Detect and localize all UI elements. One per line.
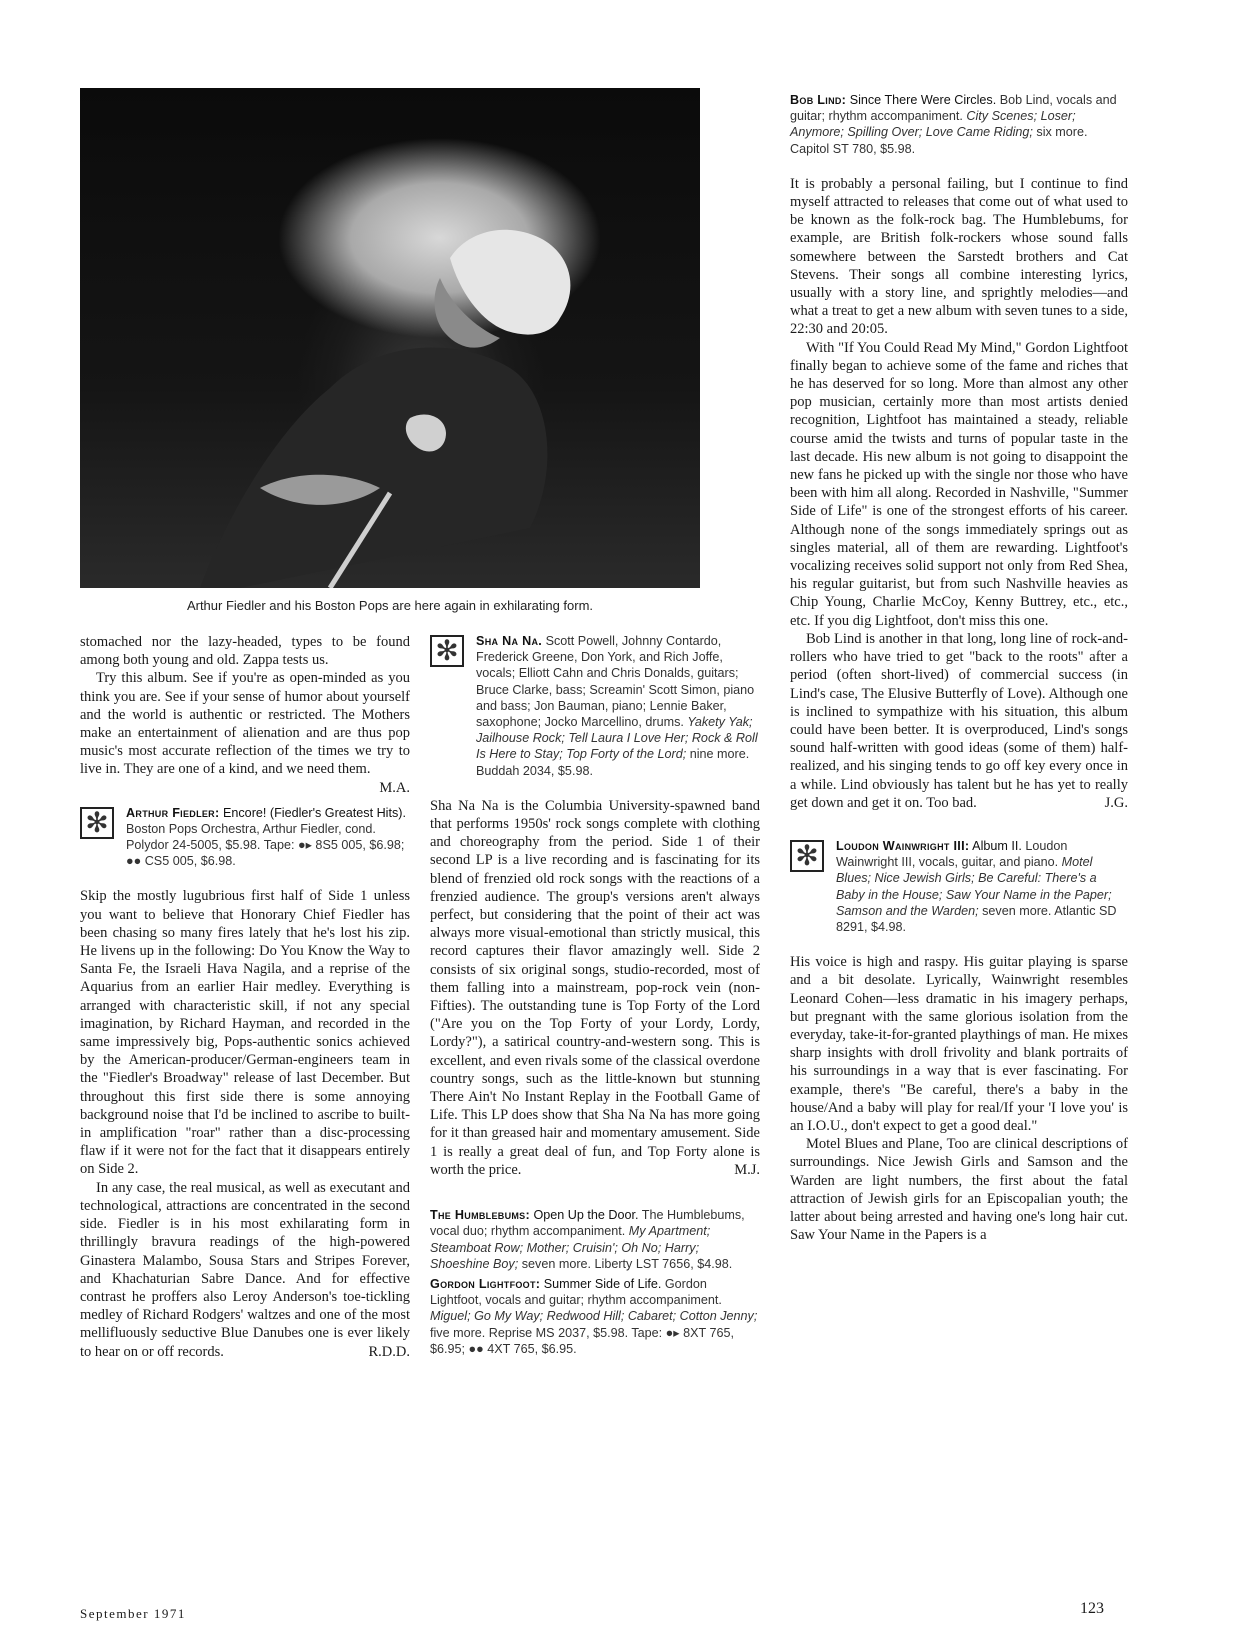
paragraph: Motel Blues and Plane, Too are clinical descriptions of surroundings. Nice Jewish Girls and Samson and the Warden are light numbers, the first about the fatal attraction of Jewish girls for an Episcopalian youth; the latter about being arrested and having one's long hair cut. Saw Your Name in the Papers is a [790, 1136, 1128, 1244]
album-details: Gordon Lightfoot, vocals and guitar; rhythm accompaniment. [430, 1276, 722, 1308]
album-title: Since There Were Circles. [849, 93, 997, 107]
artist-name: Bob Lind: [790, 93, 847, 107]
album-catalog: five more. Reprise MS 2037, $5.98. Tape: ●▸ 8XT 765, $6.95; ●● 4XT 765, $6.95. [430, 1325, 734, 1356]
paragraph: It is probably a personal failing, but I continue to find myself attracted to releases that come out of what used to be known as the folk-rock bag. The Humblebums, for example, are British folk-rockers whose sound falls somewhere between the Sarstedt brothers and Cat Stevens. Their songs all combine interesting lyrics, usually with a story line, and sprightly melodies—and what a treat to get a new album with seven tunes to a side, 22:30 and 20:05. [790, 175, 1128, 338]
conductor-photo [80, 88, 700, 588]
page-number: 123 [1080, 1600, 1104, 1617]
artist-name: Gordon Lightfoot: [430, 1276, 541, 1291]
column-2 [430, 633, 760, 1357]
paragraph [80, 669, 410, 796]
column-3 [790, 92, 1128, 1244]
album-catalog: nine more. Buddah 2034, $5.98. [476, 747, 750, 778]
conductor-illustration [80, 88, 700, 588]
album-catalog: seven more. Liberty LST 7656, $4.98. [521, 1256, 733, 1271]
issue-date: September 1971 [80, 1606, 186, 1621]
paragraph: Skip the mostly lugubrious first half of Side 1 unless you want to believe that Honorary Chief Fiedler has been chasing so many fires lately that he's lost his zip. He livens up in the following: Do You Know the Way to Santa Fe, the Israeli Hava Nagila, and a reprise of the Aquarius from an earlier Hair medley. Everything is arranged with characteristic skill, if not any special imagination, by Richard Hayman, and recorded in the same impressively big, Pops-authentic sonics achieved by the American-producer/German-engineers team in the "Fiedler's Broadway" release of last December. But throughout this first side there is some annoying background noise that I'd be inclined to ascribe to built-in amplification "roar" rather than a disc-processing flaw if it were not for the fact that it disappears entirely on Side 2. [80, 888, 410, 1178]
paragraph-text: Try this album. See if you're as open-minded as you think you are. See if your sense of humor about yourself and the world is authentic or restricted. The Mothers make an entertainment of alienation and are thus pop music's most accurate reflection of the times we try to live in. They are one of a kind, and we need them. [80, 670, 410, 778]
album-listing-humblebums [430, 1207, 760, 1272]
album-listing-lind [790, 92, 1128, 157]
artist-name: Sha Na Na. [476, 634, 543, 648]
album-details: Bob Lind, vocals and guitar; rhythm accompaniment. [790, 93, 1117, 124]
paragraph-text: Bob Lind is another in that long, long line of rock-and-rollers who have tried to get "back to the roots" after a period (often short-lived) of commercial success (in Lind's case, The Elusive Butterfly of Love). Although one is inclined to sympathize with his situation, this album could have been better. It is overproduced, Lind's songs sound half-written with good ideas (some of them) half-realized, and his singing tends to go off key every once in a while. Lind obviously has talent but he has yet to really get down and get it on. Too bad. [790, 630, 1128, 811]
artist-name: Loudon Wainwright III: [836, 838, 970, 853]
album-catalog: seven more. Atlantic SD 8291, $4.98. [836, 903, 1117, 934]
photo-caption: Arthur Fiedler and his Boston Pops are here again in exhilarating form. [186, 598, 594, 613]
star-icon: ✻ [80, 807, 114, 839]
paragraph-text: In any case, the real musical, as well as executant and technological, attractions are concentrated in the second side. Fiedler is in his most exhilarating form in thrillingly bravura readings of the high-powered Ginastera Malambo, Sousa Stars and Stripes Forever, and Khachaturian Sabre Dance. And for effective contrast he proffers also Leroy Anderson's toe-tickling medley of Richard Rodgers' waltzes and one of the most mellifluously seductive Blue Danubes one is ever likely to hear on or off records. [80, 1179, 410, 1360]
song-list: Yakety Yak; Jailhouse Rock; Tell Laura I Love Her; Rock & Roll Is Here to Stay; Top Forty of the Lord; [476, 715, 758, 762]
paragraph: With "If You Could Read My Mind," Gordon Lightfoot finally began to achieve some of the fame and riches that he has deserved for so long. More than almost any other pop musician, certainly more than most artists denied recognition, Lightfoot has maintained a steady, reliable course amid the twists and turns of popular taste in the last decade. His new album is not going to disappoint the new fans he picked up with the single nor those who have been with him all along. Recorded in Nashville, "Summer Side of Life" is one of the strongest efforts of his career. Although none of the songs immediately springs out as singles material, all of them are rewarding. Lightfoot's vocalizing receives solid support not only from Red Shea, his regular guitarist, but from such Nashville heavies as Chip Young, Charlie McCoy, Kenny Buttrey, etc., etc., etc. If you dig Lightfoot, don't miss this one. [790, 339, 1128, 629]
album-title: Open Up the Door. [533, 1208, 639, 1223]
artist-name: Arthur Fiedler: [126, 805, 220, 820]
album-title: Summer Side of Life. [543, 1276, 662, 1291]
album-details: The Humblebums, vocal duo; rhythm accompaniment. [430, 1208, 745, 1239]
paragraph: His voice is high and raspy. His guitar playing is sparse and a bit desolate. Lyrically, Wainwright resembles Leonard Cohen—less dramatic in his imagery perhaps, but pregnant with the same glorious isolation from the everyday, take-it-for-granted playthings of man. He mixes sharp insights with droll frivolity and blank portraits of his surroundings in a way that is ever fascinating. For example, there's "Be careful, there's a baby in the house/And a baby will play for real/If your 'I love you' is an I.O.U., don't expect to get a good deal." [790, 954, 1128, 1134]
song-list: City Scenes; Loser; Anymore; Spilling Over; Love Came Riding; [790, 109, 1076, 140]
song-list: Motel Blues; Nice Jewish Girls; Be Careful: There's a Baby in the House; Saw Your Name in the Paper; Samson and the Warden; [836, 855, 1112, 918]
album-listing-fiedler [80, 805, 410, 870]
paragraph [790, 630, 1128, 812]
album-details: Scott Powell, Johnny Contardo, Frederick Greene, Don York, and Rich Joffe, vocals; Elliott Cahn and Chris Donalds, guitars; Bruce Clarke, bass; Screamin' Scott Simon, piano and bass; Jon Bauman, piano; Lennie Baker, saxophone; Jocko Marcellino, drums. [476, 634, 755, 730]
star-icon: ✻ [430, 635, 464, 667]
artist-name: The Humblebums: [430, 1208, 530, 1223]
paragraph [430, 797, 760, 1179]
reviewer-initials: M.A. [379, 779, 410, 796]
song-list: My Apartment; Steamboat Row; Mother; Cruisin'; Oh No; Harry; Shoeshine Boy; [430, 1224, 711, 1271]
album-details: Boston Pops Orchestra, Arthur Fiedler, cond. Polydor 24-5005, $5.98. Tape: ●▸ 8S5 005, $6.98; ●● CS5 005, $6.98. [126, 821, 405, 869]
column-1 [80, 633, 410, 1361]
album-listing-shanana [430, 633, 760, 779]
album-title: Encore! (Fiedler's Greatest Hits). [222, 805, 406, 820]
star-icon: ✻ [790, 840, 824, 872]
album-listing-wainwright [790, 838, 1128, 935]
album-listing-lightfoot [430, 1276, 760, 1357]
paragraph-text: Sha Na Na is the Columbia University-spawned band that performs 1950s' rock songs complete with clothing and choreography from the period. Side 1 of their second LP is a live recording and is fascinating for its blend of frenzied old rock songs with the reactions of a frenzied audience. The group's versions aren't always perfect, but considering that the point of their act was always more visual-emotional than strictly musical, this record captures their flavor amazingly well. Side 2 consists of six original songs, studio-recorded, most of them falling into a mainstream, pop-rock vein (non-Fifties). The outstanding tune is Top Forty of the Lord ("Are you on the Top Forty of your Lordy, Lordy, Lordy?"), a satirical country-and-western song. This is excellent, and even rivals some of the classical overdone country songs, such as the little-known but stunning There Ain't No Instant Replay in the Football Game of Life. This LP does show that Sha Na Na has more going for it than greased hair and momentary amusement. Side 1 is really a great deal of fun, and Top Forty alone is worth the price. [430, 797, 760, 1178]
album-title: Album II. [972, 838, 1022, 853]
reviewer-initials: M.J. [734, 1161, 760, 1178]
song-list: Miguel; Go My Way; Redwood Hill; Cabaret; Cotton Jenny; [430, 1309, 758, 1324]
album-details: Loudon Wainwright III, vocals, guitar, and piano. [836, 838, 1068, 870]
reviewer-initials: R.D.D. [368, 1343, 410, 1360]
paragraph: stomached nor the lazy-headed, types to be found among both young and old. Zappa tests us. [80, 634, 410, 669]
paragraph [80, 1179, 410, 1361]
album-catalog: six more. Capitol ST 780, $5.98. [790, 125, 1088, 156]
reviewer-initials: J.G. [1104, 794, 1128, 811]
